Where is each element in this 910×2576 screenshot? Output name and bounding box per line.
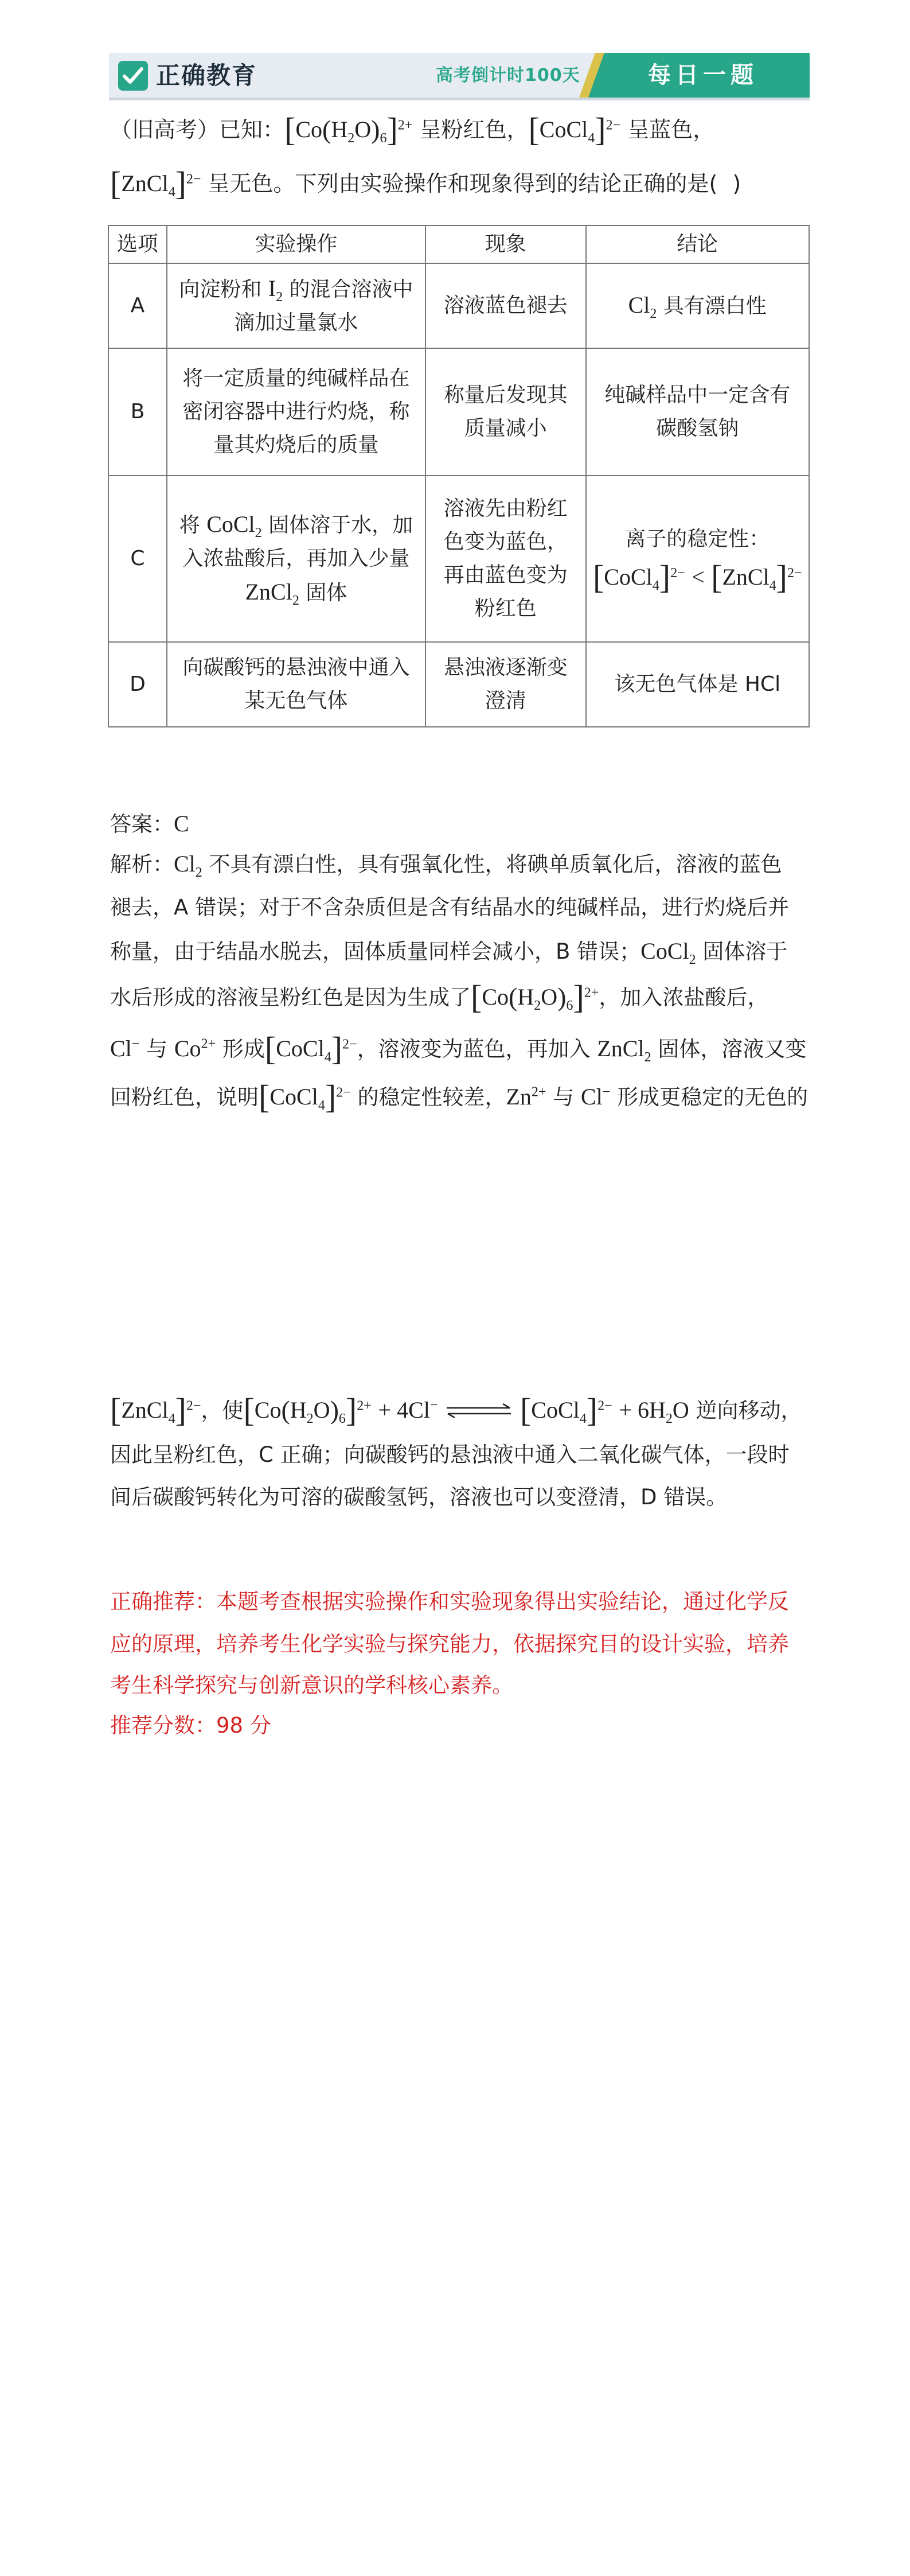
conclusion-cell: 该无色气体是 HCl <box>586 642 809 727</box>
check-icon <box>118 61 148 91</box>
analysis-line-9: 间后碳酸钙转化为可溶的碳酸氢钙，溶液也可以变澄清，D 错误。 <box>110 1485 728 1509</box>
brand-name: 正确教育 <box>156 61 257 90</box>
header-operation: 实验操作 <box>167 225 425 263</box>
option-label: A <box>108 263 167 348</box>
conclusion-cell: $Cl_2$ 具有漂白性 <box>586 263 809 348</box>
analysis-line-8: 因此呈粉红色，C 正确；向碳酸钙的悬浊液中通入二氧化碳气体，一段时 <box>110 1442 790 1467</box>
analysis-label: 解析： <box>110 852 174 877</box>
phenomenon-cell: 溶液先由粉红 色变为蓝色， 再由蓝色变为 粉红色 <box>425 476 586 642</box>
recommend-score: 推荐分数：98 分 <box>110 1713 271 1738</box>
answer-value: C <box>174 811 189 836</box>
conclusion-cell: 纯碱样品中一定含有 碳酸氢钠 <box>586 348 809 476</box>
recommend-line-1: 正确推荐：本题考查根据实验操作和实验现象得出实验结论，通过化学反 <box>110 1589 789 1614</box>
option-label: B <box>108 348 167 476</box>
analysis-line-4: 水后形成的溶液呈粉红色是因为生成了$[Co(H_2O)_6]^{2+}$，加入浓盐酸后， <box>110 978 769 1015</box>
table-header-row <box>108 225 809 263</box>
analysis-line-5: Cl− 与 $Co^{2+}$ 形成[CoCl$_4$]$^{2-}$，溶液变为蓝色，再加入 ZnCl$_2$ 固体，溶液又变 <box>110 1030 807 1067</box>
operation-cell: 将 CoCl$_2$ 固体溶于水，加 入浓盐酸后，再加入少量 ZnCl$_2$ 固体 <box>167 476 425 642</box>
question-text-3: 呈无色。下列由实验操作和现象得到的结论正确的是( <box>208 171 718 196</box>
banner-divider <box>109 98 810 100</box>
table-row <box>108 642 809 727</box>
option-label: C <box>108 476 167 642</box>
analysis-line-7: [ZnCl$_4$]$^{2-}$，使$[Co(H_2O)_6]^{2+} + 4Cl^-$ [CoCl$_4$]$^{2-}$ + $6H_2O$ 逆向移动， <box>110 1391 802 1429</box>
table-row <box>108 476 809 642</box>
table-row <box>108 263 809 348</box>
header-banner <box>109 53 810 98</box>
conclusion-cell: 离子的稳定性： [CoCl$_4$]$^{2-}$ < [ZnCl$_4$]$^{2-}$ <box>586 476 809 642</box>
options-table <box>108 225 810 727</box>
header-conclusion: 结论 <box>586 225 809 263</box>
recommend-line-2: 应的原理，培养考生化学实验与探究能力，依据探究目的设计实验，培养 <box>110 1632 789 1656</box>
operation-cell: 向碳酸钙的悬浊液中通入 某无色气体 <box>167 642 425 727</box>
countdown-label: 高考倒计时100天 <box>436 65 580 85</box>
analysis-line-2: 褪去，A 错误；对于不含杂质但是含有结晶水的纯碱样品，进行灼烧后并 <box>110 895 790 920</box>
analysis-line-6: 回粉红色，说明[CoCl$_4$]$^{2-}$ 的稳定性较差，$Zn^{2+}$ 与 Cl− 形成更稳定的无色的 <box>110 1078 809 1115</box>
phenomenon-cell: 溶液蓝色褪去 <box>425 263 586 348</box>
answer-line <box>110 810 189 838</box>
question-line-1: （旧高考）已知：$[Co(H_2O)_6]^{2+}$ 呈粉红色，[CoCl$_4$]$^{2-}$ 呈蓝色， <box>110 111 715 148</box>
header-phenomenon: 现象 <box>425 225 586 263</box>
question-text-1: 呈粉红色， <box>419 117 529 142</box>
recommend-line-3: 考生科学探究与创新意识的学科核心素养。 <box>110 1673 513 1698</box>
answer-label: 答案： <box>110 812 174 836</box>
operation-cell: 将一定质量的纯碱样品在 密闭容器中进行灼烧，称 量其灼烧后的质量 <box>167 348 425 476</box>
operation-cell: 向淀粉和 $I_2$ 的混合溶液中 滴加过量氯水 <box>167 263 425 348</box>
phenomenon-cell: 称量后发现其 质量减小 <box>425 348 586 476</box>
equilibrium-arrow-icon <box>444 1398 513 1426</box>
question-text-2: 呈蓝色， <box>627 117 715 142</box>
analysis-line-1: 解析：$Cl_2$ 不具有漂白性，具有强氧化性，将碘单质氧化后，溶液的蓝色 <box>110 851 782 880</box>
option-label: D <box>108 642 167 727</box>
table-row <box>108 348 809 476</box>
header-option: 选项 <box>108 225 167 263</box>
question-prefix: （旧高考）已知： <box>110 117 285 142</box>
analysis-line-3: 称量，由于结晶水脱去，固体质量同样会减小，B 错误；CoCl$_2$ 固体溶于 <box>110 938 788 967</box>
question-line-2: [ZnCl$_4$]$^{2-}$ 呈无色。下列由实验操作和现象得到的结论正确的是( ) <box>110 165 741 202</box>
daily-question-label: 每日一题 <box>648 62 758 88</box>
daily-question-tab <box>579 53 810 98</box>
phenomenon-cell: 悬浊液逐渐变 澄清 <box>425 642 586 727</box>
